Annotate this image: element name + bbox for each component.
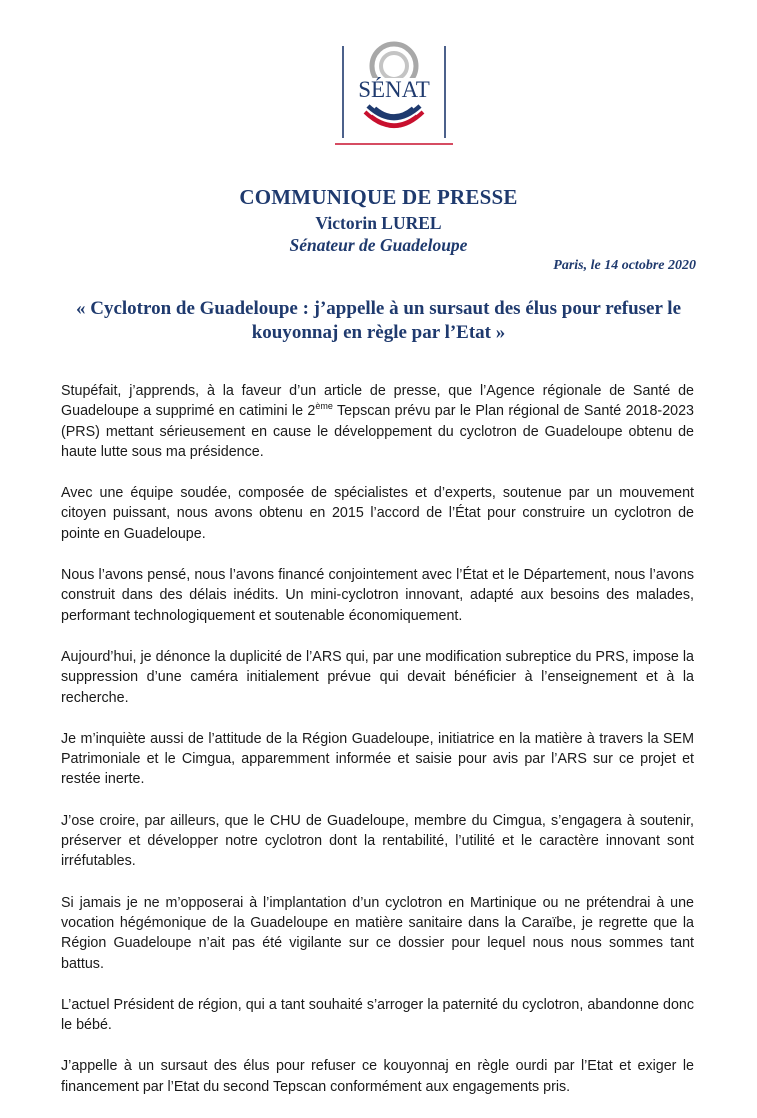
press-release-title: COMMUNIQUE DE PRESSE <box>239 185 518 209</box>
press-release-body <box>61 381 694 1118</box>
paragraph-2: Avec une équipe soudée, composée de spécialistes et d’experts, soutenue par un mouvement citoyen puissant, nous avons obtenu en 2015 l’accord de l’État pour construire un cyclotron de pointe en Guadeloupe. <box>61 485 694 542</box>
paragraph-8: L’actuel Président de région, qui a tant souhaité s’arroger la paternité du cyclotron, abandonne donc le bébé. <box>61 996 694 1034</box>
logo-text: SÉNAT <box>358 77 430 102</box>
paragraph-1 <box>61 381 694 462</box>
senator-name: Victorin LUREL <box>315 213 442 233</box>
senat-logo <box>335 34 453 152</box>
paragraph-4: Aujourd’hui, je dénonce la duplicité de l’ARS qui, par une modification subreptice du PRS, impose la suppression d’une caméra initialement prévue qui devait bénéficier à l’enseignement et à la recherche. <box>61 648 694 706</box>
paragraph-9: J’appelle à un sursaut des élus pour refuser ce kouyonnaj en règle ourdi par l’Etat et exiger le financement par l’Etat du second Tepscan conformément aux engagements pris. <box>61 1058 694 1095</box>
ordinal-superscript: ème <box>315 401 333 412</box>
paragraph-1-text-end: Tepscan prévu par le Plan régional de Santé 2018-2023 (PRS) mettant sérieusement en cause le développement du cyclotron de Guadeloupe obtenu de haute lutte sous ma présidence. <box>61 403 694 460</box>
paragraph-3: Nous l’avons pensé, nous l’avons financé conjointement avec l’État et le Département, nous l’avons construit dans des délais inédits. Un mini-cyclotron innovant, adapté aux besoins des malades, performant technologiquement et soutenable économiquement. <box>61 567 694 624</box>
paragraph-7: Si jamais je ne m’opposerai à l’implantation d’un cyclotron en Martinique ou ne prétendrai à une vocation hégémonique de la Guadeloupe en matière sanitaire dans la Caraïbe, je regrette que la Région Guadeloupe n’ait pas été vigilante sur ce dossier pour lequel nous nous sommes tant battus. <box>61 894 694 972</box>
paragraph-5: Je m’inquiète aussi de l’attitude de la Région Guadeloupe, initiatrice en la matière à travers la SEM Patrimoniale et le Cimgua, apparemment informée et saisie pour avis par l’ARS sur ce projet et restée inerte. <box>61 730 694 788</box>
release-date: Paris, le 14 octobre 2020 <box>553 258 696 273</box>
paragraph-6: J’ose croire, par ailleurs, que le CHU de Guadeloupe, membre du Cimgua, s’engagera à soutenir, préserver et développer notre cyclotron dont la rentabilité, l’utilité et le caractère innovant sont irréfutables. <box>61 812 694 870</box>
headline: « Cyclotron de Guadeloupe : j’appelle à un sursaut des élus pour refuser le kouyonnaj en règle par l’Etat » <box>75 298 682 343</box>
senator-role: Sénateur de Guadeloupe <box>289 235 468 255</box>
paragraph-1-text-start: Stupéfait, j’apprends, à la faveur d’un article de presse, que l’Agence régionale de Santé de Guadeloupe a supprimé en catimini le 2 <box>61 383 694 420</box>
